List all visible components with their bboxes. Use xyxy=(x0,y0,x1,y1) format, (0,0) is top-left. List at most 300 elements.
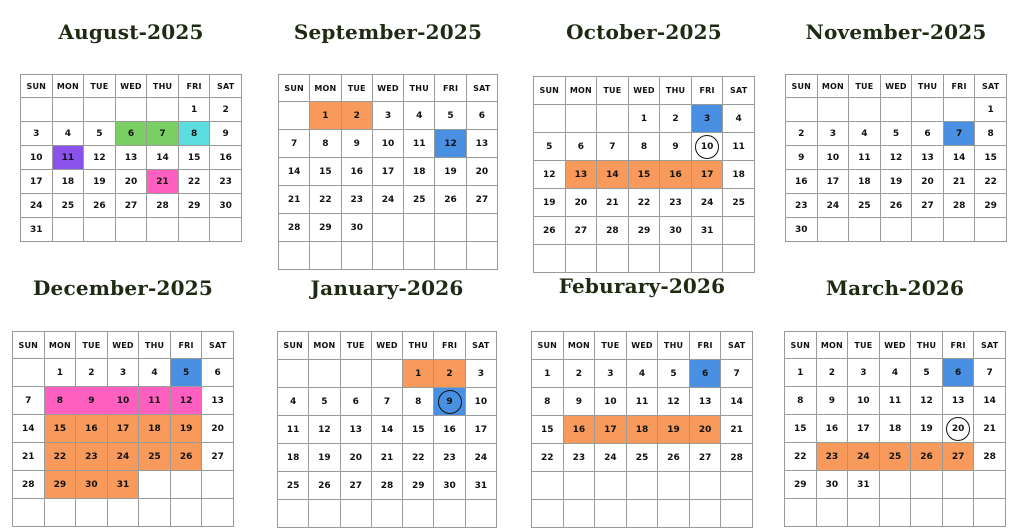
day-cell[interactable] xyxy=(202,443,234,471)
day-cell[interactable] xyxy=(942,443,974,471)
day-cell[interactable] xyxy=(341,158,372,186)
day-number: 30 xyxy=(795,224,808,235)
day-cell[interactable] xyxy=(139,443,171,471)
day-cell[interactable] xyxy=(912,194,944,218)
day-cell[interactable] xyxy=(84,194,116,218)
day-cell[interactable] xyxy=(911,387,943,415)
day-cell[interactable] xyxy=(880,170,912,194)
day-cell[interactable] xyxy=(975,194,1007,218)
day-cell[interactable] xyxy=(721,444,753,472)
day-cell[interactable] xyxy=(816,443,848,471)
day-cell[interactable] xyxy=(975,98,1007,122)
day-cell[interactable] xyxy=(658,444,690,472)
day-number: 18 xyxy=(148,423,161,434)
day-cell[interactable] xyxy=(170,443,202,471)
day-cell[interactable] xyxy=(532,444,564,472)
day-cell[interactable] xyxy=(210,122,242,146)
day-cell[interactable] xyxy=(178,122,210,146)
day-cell[interactable] xyxy=(628,217,660,245)
day-cell[interactable] xyxy=(170,387,202,415)
day-number: 4 xyxy=(735,113,742,124)
day-cell[interactable] xyxy=(202,359,234,387)
day-cell[interactable] xyxy=(943,170,975,194)
day-cell[interactable] xyxy=(202,387,234,415)
day-cell[interactable] xyxy=(848,387,880,415)
day-cell[interactable] xyxy=(371,444,402,472)
day-cell[interactable] xyxy=(565,189,597,217)
day-number: 24 xyxy=(381,194,395,205)
day-cell[interactable] xyxy=(721,416,753,444)
day-cell[interactable] xyxy=(372,158,403,186)
day-cell[interactable] xyxy=(534,189,566,217)
day-cell[interactable] xyxy=(44,359,76,387)
day-cell[interactable] xyxy=(403,472,434,500)
day-cell[interactable] xyxy=(466,130,497,158)
weekday-header: TUE xyxy=(340,332,371,360)
day-cell[interactable] xyxy=(21,194,53,218)
day-cell[interactable] xyxy=(435,102,466,130)
day-cell[interactable] xyxy=(660,161,692,189)
day-number: 11 xyxy=(888,395,902,406)
day-cell[interactable] xyxy=(310,186,341,214)
day-number: 13 xyxy=(574,169,588,180)
day-cell[interactable] xyxy=(563,444,595,472)
day-cell[interactable] xyxy=(628,105,660,133)
day-cell[interactable] xyxy=(786,194,818,218)
day-cell[interactable] xyxy=(942,387,974,415)
day-number: 20 xyxy=(698,424,712,435)
day-number: 31 xyxy=(30,224,43,235)
day-number: 16 xyxy=(443,424,456,435)
day-cell[interactable] xyxy=(786,170,818,194)
day-cell[interactable] xyxy=(626,416,658,444)
day-cell[interactable] xyxy=(115,146,147,170)
day-number: 11 xyxy=(286,424,300,435)
day-cell[interactable] xyxy=(563,388,595,416)
day-cell[interactable] xyxy=(466,186,497,214)
day-cell[interactable] xyxy=(434,388,465,416)
day-cell[interactable] xyxy=(912,170,944,194)
day-cell[interactable] xyxy=(202,415,234,443)
empty-cell xyxy=(817,98,849,122)
day-cell[interactable] xyxy=(565,161,597,189)
day-cell[interactable] xyxy=(660,133,692,161)
day-number: 10 xyxy=(474,396,488,407)
day-cell[interactable] xyxy=(76,359,108,387)
day-cell[interactable] xyxy=(107,415,139,443)
day-cell[interactable] xyxy=(279,186,310,214)
day-cell[interactable] xyxy=(691,217,723,245)
day-cell[interactable] xyxy=(178,194,210,218)
day-cell[interactable] xyxy=(210,194,242,218)
day-cell[interactable] xyxy=(309,416,340,444)
day-cell[interactable] xyxy=(107,471,139,499)
day-cell[interactable] xyxy=(310,214,341,242)
day-cell[interactable] xyxy=(52,146,84,170)
day-cell[interactable] xyxy=(403,444,434,472)
day-cell[interactable] xyxy=(340,416,371,444)
day-cell[interactable] xyxy=(689,444,721,472)
day-cell[interactable] xyxy=(371,472,402,500)
day-cell[interactable] xyxy=(44,415,76,443)
day-cell[interactable] xyxy=(434,360,465,388)
day-cell[interactable] xyxy=(848,359,880,387)
day-cell[interactable] xyxy=(278,444,309,472)
day-cell[interactable] xyxy=(626,388,658,416)
day-number: 8 xyxy=(56,395,63,406)
day-cell[interactable] xyxy=(879,415,911,443)
day-cell[interactable] xyxy=(880,194,912,218)
day-cell[interactable] xyxy=(178,170,210,194)
day-cell[interactable] xyxy=(626,360,658,388)
empty-cell xyxy=(723,217,755,245)
day-cell[interactable] xyxy=(911,415,943,443)
day-number: 17 xyxy=(30,176,43,187)
day-cell[interactable] xyxy=(371,416,402,444)
empty-cell xyxy=(975,218,1007,242)
week-row xyxy=(534,245,755,273)
day-number: 23 xyxy=(795,200,808,211)
day-cell[interactable] xyxy=(691,161,723,189)
day-cell[interactable] xyxy=(341,214,372,242)
day-cell[interactable] xyxy=(595,444,627,472)
day-cell[interactable] xyxy=(278,388,309,416)
day-cell[interactable] xyxy=(848,443,880,471)
day-cell[interactable] xyxy=(434,472,465,500)
day-cell[interactable] xyxy=(879,359,911,387)
month-table xyxy=(785,74,1007,242)
day-cell[interactable] xyxy=(107,443,139,471)
day-number: 14 xyxy=(983,395,996,406)
day-cell[interactable] xyxy=(21,218,53,242)
day-number: 28 xyxy=(730,452,743,463)
day-cell[interactable] xyxy=(689,360,721,388)
day-cell[interactable] xyxy=(849,194,881,218)
day-number: 20 xyxy=(475,166,489,177)
day-cell[interactable] xyxy=(279,130,310,158)
day-cell[interactable] xyxy=(404,158,435,186)
day-cell[interactable] xyxy=(879,443,911,471)
week-row xyxy=(279,242,498,270)
day-cell[interactable] xyxy=(279,158,310,186)
day-cell[interactable] xyxy=(628,161,660,189)
day-number: 1 xyxy=(544,368,551,379)
week-row xyxy=(785,499,1006,527)
day-cell[interactable] xyxy=(170,359,202,387)
day-cell[interactable] xyxy=(563,416,595,444)
day-cell[interactable] xyxy=(76,443,108,471)
day-cell[interactable] xyxy=(435,130,466,158)
day-cell[interactable] xyxy=(786,218,818,242)
day-cell[interactable] xyxy=(372,186,403,214)
day-cell[interactable] xyxy=(139,359,171,387)
day-cell[interactable] xyxy=(721,388,753,416)
day-cell[interactable] xyxy=(372,130,403,158)
day-cell[interactable] xyxy=(660,189,692,217)
day-cell[interactable] xyxy=(816,471,848,499)
day-cell[interactable] xyxy=(341,102,372,130)
day-cell[interactable] xyxy=(597,217,629,245)
day-cell[interactable] xyxy=(13,387,45,415)
day-number: 17 xyxy=(700,169,714,180)
day-cell[interactable] xyxy=(817,170,849,194)
day-cell[interactable] xyxy=(849,170,881,194)
day-cell[interactable] xyxy=(341,186,372,214)
weekday-header: TUE xyxy=(848,332,880,359)
day-number: 5 xyxy=(447,110,454,121)
day-cell[interactable] xyxy=(974,415,1006,443)
day-cell[interactable] xyxy=(340,444,371,472)
day-cell[interactable] xyxy=(532,388,564,416)
day-cell[interactable] xyxy=(785,359,817,387)
day-cell[interactable] xyxy=(721,360,753,388)
day-cell[interactable] xyxy=(816,359,848,387)
day-cell[interactable] xyxy=(817,122,849,146)
day-cell[interactable] xyxy=(178,98,210,122)
day-cell[interactable] xyxy=(816,415,848,443)
day-cell[interactable] xyxy=(785,387,817,415)
day-cell[interactable] xyxy=(279,214,310,242)
day-cell[interactable] xyxy=(563,360,595,388)
day-cell[interactable] xyxy=(44,387,76,415)
day-cell[interactable] xyxy=(723,105,755,133)
day-cell[interactable] xyxy=(466,158,497,186)
day-cell[interactable] xyxy=(52,194,84,218)
day-cell[interactable] xyxy=(52,122,84,146)
day-cell[interactable] xyxy=(595,360,627,388)
empty-cell xyxy=(723,245,755,273)
day-cell[interactable] xyxy=(534,133,566,161)
day-cell[interactable] xyxy=(785,415,817,443)
day-cell[interactable] xyxy=(404,186,435,214)
day-cell[interactable] xyxy=(465,416,496,444)
day-cell[interactable] xyxy=(689,388,721,416)
day-cell[interactable] xyxy=(597,161,629,189)
day-cell[interactable] xyxy=(371,388,402,416)
week-row xyxy=(278,444,497,472)
day-cell[interactable] xyxy=(626,444,658,472)
day-cell[interactable] xyxy=(84,122,116,146)
month-table xyxy=(784,331,1006,527)
day-cell[interactable] xyxy=(911,443,943,471)
empty-cell xyxy=(147,218,179,242)
day-cell[interactable] xyxy=(912,146,944,170)
day-cell[interactable] xyxy=(13,415,45,443)
day-cell[interactable] xyxy=(595,416,627,444)
weekday-header: MON xyxy=(816,332,848,359)
day-cell[interactable] xyxy=(21,170,53,194)
day-cell[interactable] xyxy=(880,122,912,146)
day-cell[interactable] xyxy=(44,471,76,499)
day-cell[interactable] xyxy=(372,102,403,130)
day-cell[interactable] xyxy=(310,130,341,158)
empty-cell xyxy=(563,472,595,500)
day-cell[interactable] xyxy=(278,472,309,500)
day-cell[interactable] xyxy=(13,443,45,471)
week-row xyxy=(534,133,755,161)
day-cell[interactable] xyxy=(942,415,974,443)
day-cell[interactable] xyxy=(849,146,881,170)
day-cell[interactable] xyxy=(21,122,53,146)
day-cell[interactable] xyxy=(785,443,817,471)
day-cell[interactable] xyxy=(691,105,723,133)
day-cell[interactable] xyxy=(723,133,755,161)
day-cell[interactable] xyxy=(628,133,660,161)
day-cell[interactable] xyxy=(848,415,880,443)
day-cell[interactable] xyxy=(278,416,309,444)
day-cell[interactable] xyxy=(691,133,723,161)
day-cell[interactable] xyxy=(107,387,139,415)
day-cell[interactable] xyxy=(309,388,340,416)
day-cell[interactable] xyxy=(84,170,116,194)
day-number: 10 xyxy=(826,152,840,163)
day-cell[interactable] xyxy=(691,189,723,217)
day-cell[interactable] xyxy=(974,359,1006,387)
day-cell[interactable] xyxy=(532,360,564,388)
day-cell[interactable] xyxy=(466,102,497,130)
empty-cell xyxy=(534,245,566,273)
day-cell[interactable] xyxy=(786,146,818,170)
day-cell[interactable] xyxy=(178,146,210,170)
day-cell[interactable] xyxy=(403,416,434,444)
day-cell[interactable] xyxy=(309,472,340,500)
day-cell[interactable] xyxy=(912,122,944,146)
day-cell[interactable] xyxy=(76,387,108,415)
day-cell[interactable] xyxy=(170,415,202,443)
day-cell[interactable] xyxy=(943,194,975,218)
day-cell[interactable] xyxy=(403,388,434,416)
day-cell[interactable] xyxy=(435,186,466,214)
day-cell[interactable] xyxy=(147,122,179,146)
day-cell[interactable] xyxy=(975,122,1007,146)
day-cell[interactable] xyxy=(435,158,466,186)
day-cell[interactable] xyxy=(534,161,566,189)
day-cell[interactable] xyxy=(660,105,692,133)
day-cell[interactable] xyxy=(76,415,108,443)
day-cell[interactable] xyxy=(115,122,147,146)
day-cell[interactable] xyxy=(879,387,911,415)
day-cell[interactable] xyxy=(942,359,974,387)
day-cell[interactable] xyxy=(465,388,496,416)
day-number: 18 xyxy=(858,176,871,187)
weekday-header: THU xyxy=(912,75,944,98)
day-cell[interactable] xyxy=(849,122,881,146)
day-cell[interactable] xyxy=(310,158,341,186)
day-cell[interactable] xyxy=(658,360,690,388)
day-cell[interactable] xyxy=(341,130,372,158)
day-cell[interactable] xyxy=(817,194,849,218)
day-cell[interactable] xyxy=(565,133,597,161)
day-cell[interactable] xyxy=(434,444,465,472)
day-cell[interactable] xyxy=(309,444,340,472)
day-cell[interactable] xyxy=(974,443,1006,471)
day-cell[interactable] xyxy=(785,471,817,499)
day-cell[interactable] xyxy=(210,170,242,194)
day-cell[interactable] xyxy=(76,471,108,499)
day-cell[interactable] xyxy=(210,146,242,170)
day-cell[interactable] xyxy=(943,122,975,146)
day-cell[interactable] xyxy=(786,122,818,146)
empty-cell xyxy=(147,98,179,122)
day-cell[interactable] xyxy=(534,217,566,245)
day-number: 15 xyxy=(984,152,997,163)
day-cell[interactable] xyxy=(532,416,564,444)
day-cell[interactable] xyxy=(817,146,849,170)
day-cell[interactable] xyxy=(434,416,465,444)
empty-cell xyxy=(466,242,497,270)
month-title: October-2025 xyxy=(566,20,722,44)
day-cell[interactable] xyxy=(628,189,660,217)
week-row xyxy=(786,170,1007,194)
day-cell[interactable] xyxy=(816,387,848,415)
day-cell[interactable] xyxy=(210,98,242,122)
day-cell[interactable] xyxy=(595,388,627,416)
day-cell[interactable] xyxy=(723,161,755,189)
day-cell[interactable] xyxy=(911,359,943,387)
day-number: 7 xyxy=(609,141,616,152)
day-cell[interactable] xyxy=(21,146,53,170)
day-cell[interactable] xyxy=(139,387,171,415)
day-number: 8 xyxy=(190,128,198,139)
day-cell[interactable] xyxy=(115,194,147,218)
empty-cell xyxy=(786,98,818,122)
day-cell[interactable] xyxy=(658,416,690,444)
day-cell[interactable] xyxy=(565,217,597,245)
day-cell[interactable] xyxy=(44,443,76,471)
day-cell[interactable] xyxy=(465,360,496,388)
day-cell[interactable] xyxy=(689,416,721,444)
day-cell[interactable] xyxy=(340,472,371,500)
weekday-header: TUE xyxy=(341,75,372,102)
day-number: 21 xyxy=(287,194,301,205)
day-cell[interactable] xyxy=(52,170,84,194)
day-cell[interactable] xyxy=(723,189,755,217)
day-cell[interactable] xyxy=(658,388,690,416)
day-cell[interactable] xyxy=(975,170,1007,194)
empty-cell xyxy=(115,98,147,122)
day-number: 1 xyxy=(56,367,63,378)
day-cell[interactable] xyxy=(943,146,975,170)
weekday-header: SAT xyxy=(210,75,242,98)
day-cell[interactable] xyxy=(139,415,171,443)
day-cell[interactable] xyxy=(147,146,179,170)
day-cell[interactable] xyxy=(660,217,692,245)
day-cell[interactable] xyxy=(465,472,496,500)
day-cell[interactable] xyxy=(107,359,139,387)
day-cell[interactable] xyxy=(848,471,880,499)
week-row xyxy=(13,415,234,443)
day-number: 28 xyxy=(156,200,169,211)
day-cell[interactable] xyxy=(13,471,45,499)
day-cell[interactable] xyxy=(597,133,629,161)
day-cell[interactable] xyxy=(880,146,912,170)
day-cell[interactable] xyxy=(974,387,1006,415)
day-cell[interactable] xyxy=(147,170,179,194)
day-cell[interactable] xyxy=(597,189,629,217)
day-cell[interactable] xyxy=(403,360,434,388)
day-number: 2 xyxy=(575,368,582,379)
day-cell[interactable] xyxy=(404,102,435,130)
day-cell[interactable] xyxy=(310,102,341,130)
day-cell[interactable] xyxy=(84,146,116,170)
day-cell[interactable] xyxy=(404,130,435,158)
weekday-header: WED xyxy=(107,332,139,359)
day-cell[interactable] xyxy=(975,146,1007,170)
day-cell[interactable] xyxy=(147,194,179,218)
day-cell[interactable] xyxy=(340,388,371,416)
day-cell[interactable] xyxy=(115,170,147,194)
day-cell[interactable] xyxy=(465,444,496,472)
